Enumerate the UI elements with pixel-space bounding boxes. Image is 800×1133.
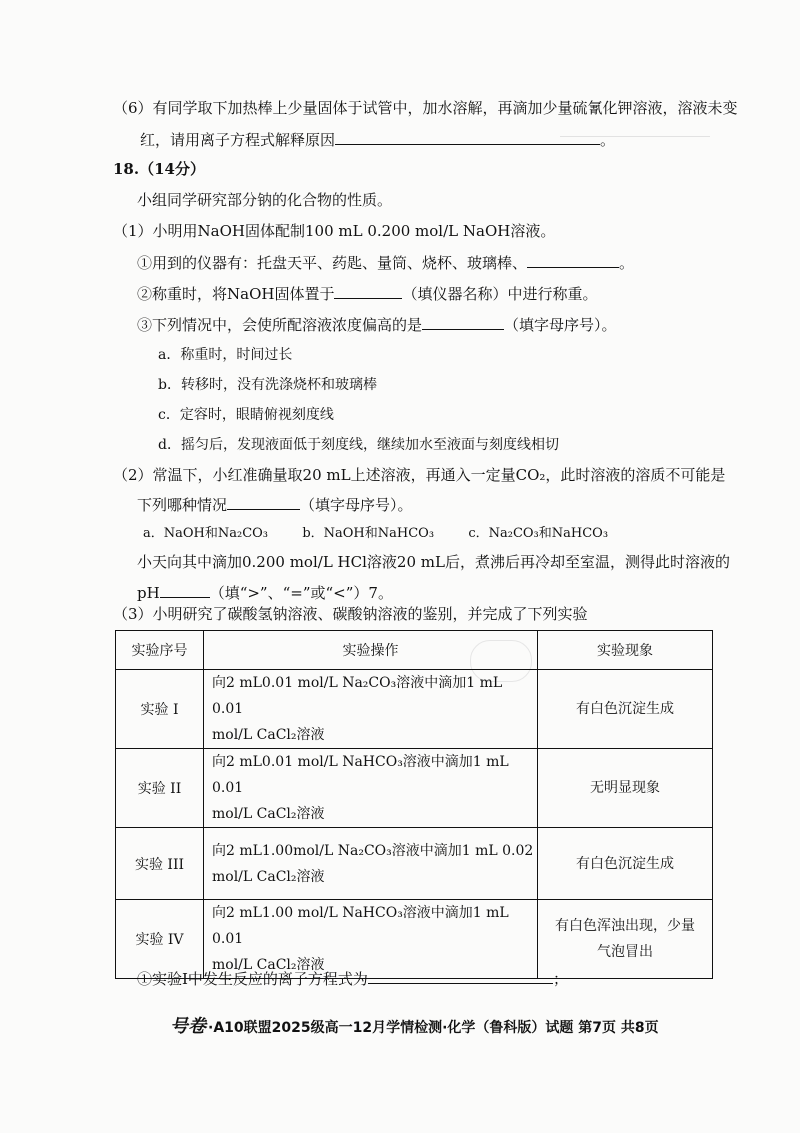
op-line: 向2 mL1.00 mol/L NaHCO₃溶液中滴加1 mL 0.01 (212, 905, 509, 947)
page-footer (170, 1012, 659, 1038)
q17-6-prompt: 红，请用离子方程式解释原因 (140, 131, 336, 149)
ph-line: 无明显现象 (590, 780, 660, 796)
q18-header: 18.（14分） (113, 160, 205, 178)
q18-1-s2 (137, 283, 597, 304)
table-row (116, 900, 713, 979)
s2-prompt: ②称重时，将NaOH固体置于 (137, 285, 335, 303)
q18-3-q1 (137, 968, 568, 989)
exp-seq: 实验 II (116, 749, 204, 828)
table-row (116, 749, 713, 828)
answer-blank-container[interactable] (334, 283, 402, 299)
option-a: a．称重时，时间过长 (158, 347, 293, 363)
exp-seq: 实验 III (116, 828, 204, 900)
op-line: 向2 mL0.01 mol/L Na₂CO₃溶液中滴加1 mL 0.01 (212, 675, 503, 717)
s3-prompt: ③下列情况中，会使所配溶液浓度偏高的是 (137, 316, 423, 334)
op-line: mol/L CaCl₂溶液 (212, 727, 325, 743)
q18-intro: 小组同学研究部分钠的化合物的性质。 (137, 191, 393, 209)
op-line: mol/L CaCl₂溶液 (212, 806, 325, 822)
answer-blank-instrument[interactable] (527, 252, 619, 268)
q18-3-title: （3）小明研究了碳酸氢钠溶液、碳酸钠溶液的鉴别，并完成了下列实验 (113, 605, 588, 623)
table-row (116, 670, 713, 749)
ph-line: 有白色浑浊出现，少量 (555, 918, 695, 934)
p2-option-a: a．NaOH和Na₂CO₃ (143, 526, 269, 541)
q18-1-title: （1）小明用NaOH固体配制100 mL 0.200 mol/L NaOH溶液。 (113, 222, 556, 240)
table-header: 实验序号 (116, 631, 204, 670)
ph-suffix: （填“>”、“=”或“<”）7。 (209, 584, 393, 602)
option-b: b．转移时，没有洗涤烧杯和玻璃棒 (158, 377, 377, 393)
answer-blank-options[interactable] (422, 314, 504, 330)
footer-text: ·A10联盟2025级高一12月学情检测·化学（鲁科版）试题 第7页 共8页 (208, 1020, 659, 1036)
p2-suffix: （填字母序号）。 (300, 496, 413, 514)
ph-line: 气泡冒出 (597, 944, 653, 960)
q18-1-s3 (137, 314, 617, 335)
op-line: 向2 mL0.01 mol/L NaHCO₃溶液中滴加1 mL 0.01 (212, 754, 509, 796)
exp-operation (204, 749, 538, 828)
publisher-logo: 号卷 (170, 1016, 206, 1037)
op-line: mol/L CaCl₂溶液 (212, 957, 325, 973)
exp-seq: 实验 I (116, 670, 204, 749)
ph-line: 有白色沉淀生成 (576, 701, 674, 717)
semicolon: ； (552, 970, 568, 988)
q18-2-line4 (137, 582, 393, 603)
q18-1-s1 (137, 252, 634, 273)
q1-prompt: ①实验I中发生反应的离子方程式为 (137, 970, 368, 988)
answer-blank-ionic-equation-exp1[interactable] (368, 968, 553, 984)
s2-suffix: （填仪器名称）中进行称重。 (402, 285, 598, 303)
table-header: 实验操作 (204, 631, 538, 670)
ph-label: pH (137, 584, 160, 602)
q18-2-line1: （2）常温下，小红准确量取20 mL上述溶液，再通入一定量CO₂，此时溶液的溶质不可能是 (113, 466, 726, 484)
experiment-table (115, 630, 713, 979)
answer-blank-p2[interactable] (227, 494, 300, 510)
q18-2-line3: 小天向其中滴加0.200 mol/L HCl溶液20 mL后，煮沸后再冷却至室温，测得此时溶液的 (137, 553, 730, 571)
exp-phenomenon (538, 900, 713, 979)
op-line: 向2 mL1.00mol/L Na₂CO₃溶液中滴加1 mL 0.02 (212, 842, 534, 859)
exp-seq: 实验 IV (116, 900, 204, 979)
s3-suffix: （填字母序号）。 (504, 316, 617, 334)
q17-6-line1: （6）有同学取下加热棒上少量固体于试管中，加水溶解，再滴加少量硫氰化钾溶液，溶液未变 (113, 99, 738, 117)
s1-prompt: ①用到的仪器有：托盘天平、药匙、量筒、烧杯、玻璃棒、 (137, 254, 528, 272)
exp-operation (204, 828, 538, 900)
table-row (116, 828, 713, 900)
option-d: d．摇匀后，发现液面低于刻度线，继续加水至液面与刻度线相切 (158, 437, 559, 453)
ph-line: 有白色沉淀生成 (576, 855, 674, 872)
exp-phenomenon (538, 670, 713, 749)
option-c: c．定容时，眼睛俯视刻度线 (158, 407, 334, 423)
p2-option-c: c．Na₂CO₃和NaHCO₃ (468, 526, 609, 541)
op-line: mol/L CaCl₂溶液 (212, 868, 325, 885)
q18-2-line2 (137, 494, 413, 515)
q17-6-line2 (140, 129, 615, 150)
period: 。 (600, 131, 616, 149)
exp-operation (204, 900, 538, 979)
p2-prompt: 下列哪种情况 (137, 496, 228, 514)
answer-blank-ionic-equation[interactable] (335, 129, 600, 145)
exp-phenomenon (538, 749, 713, 828)
exp-phenomenon (538, 828, 713, 900)
period: 。 (619, 254, 635, 272)
p2-option-b: b．NaOH和NaHCO₃ (302, 526, 435, 541)
exp-operation (204, 670, 538, 749)
p2-options (143, 524, 608, 544)
answer-blank-ph[interactable] (160, 582, 210, 598)
table-header: 实验现象 (538, 631, 713, 670)
